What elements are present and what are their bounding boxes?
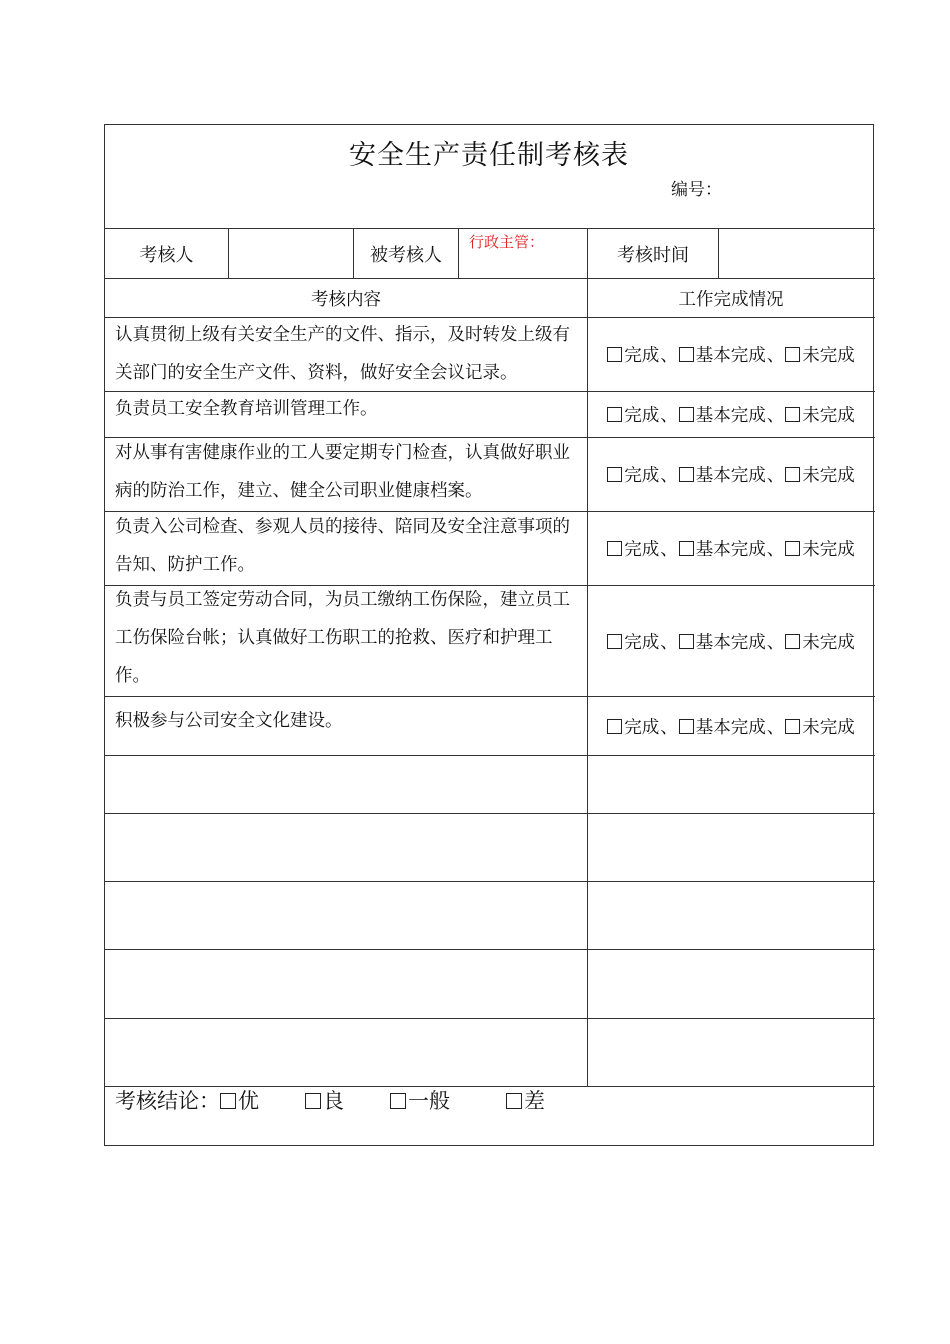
option-label: 基本完成 (695, 466, 766, 486)
assessment-time-label: 考核时间 (617, 244, 689, 266)
checkbox[interactable] (679, 467, 694, 482)
divider (458, 228, 459, 278)
checkbox[interactable] (785, 541, 800, 556)
form-title: 安全生产责任制考核表 (349, 140, 629, 171)
checkbox[interactable] (785, 407, 800, 422)
divider (105, 755, 875, 756)
assessment-time-field[interactable] (719, 229, 874, 278)
completion-options: 完成 、 基本完成 、 未完成 (588, 392, 874, 437)
option-label: 完成 (624, 632, 660, 653)
assessee-label: 被考核人 (370, 244, 442, 266)
serial-number-label: 编号： (671, 180, 722, 200)
checkbox-average[interactable] (390, 1093, 406, 1109)
divider (105, 1018, 875, 1019)
assessment-item-text: 认真贯彻上级有关安全生产的文件、指示，及时转发上级有关部门的安全生产文件、资料，做好安全会议记录。 (115, 325, 570, 383)
option-label: 基本完成 (695, 717, 766, 738)
completion-options: 完成 、 基本完成 、 未完成 (588, 697, 874, 755)
option-label: 完成 (624, 346, 660, 366)
option-label: 未完成 (802, 540, 855, 560)
option-label: 差 (524, 1089, 545, 1113)
checkbox[interactable] (607, 719, 622, 734)
checkbox[interactable] (679, 347, 694, 362)
divider (105, 881, 875, 882)
option-label: 完成 (624, 466, 660, 486)
checkbox-good[interactable] (305, 1093, 321, 1109)
option-label: 完成 (624, 717, 660, 738)
option-label: 一般 (408, 1089, 450, 1113)
option-label: 基本完成 (695, 406, 766, 426)
option-label: 未完成 (802, 466, 855, 486)
option-label: 未完成 (802, 632, 855, 653)
option-label: 基本完成 (695, 346, 766, 366)
checkbox[interactable] (607, 467, 622, 482)
content-column-header: 考核内容 (311, 289, 381, 310)
assessor-field[interactable] (229, 229, 353, 278)
checkbox[interactable] (607, 407, 622, 422)
assessment-item-text: 积极参与公司安全文化建设。 (115, 711, 343, 731)
assessor-label: 考核人 (139, 244, 194, 266)
divider (105, 813, 875, 814)
checkbox[interactable] (785, 719, 800, 734)
checkbox[interactable] (607, 634, 622, 649)
assessment-item-text: 对从事有害健康作业的工人要定期专门检查，认真做好职业病的防治工作，建立、健全公司职业健康档案。 (115, 443, 570, 501)
divider (105, 949, 875, 950)
checkbox[interactable] (785, 467, 800, 482)
checkbox[interactable] (785, 347, 800, 362)
assessment-item-text: 负责员工安全教育培训管理工作。 (115, 399, 378, 419)
option-label: 基本完成 (695, 540, 766, 560)
checkbox[interactable] (679, 719, 694, 734)
option-label: 良 (323, 1089, 344, 1113)
checkbox[interactable] (607, 347, 622, 362)
checkbox[interactable] (785, 634, 800, 649)
option-label: 优 (238, 1089, 259, 1113)
checkbox-poor[interactable] (506, 1093, 522, 1109)
completion-options: 完成 、 基本完成 、 未完成 (588, 586, 874, 696)
assessee-field[interactable]: 行政主管： (469, 233, 545, 251)
option-label: 未完成 (802, 717, 855, 738)
checkbox[interactable] (607, 541, 622, 556)
conclusion-label: 考核结论： (115, 1089, 220, 1113)
option-label: 未完成 (802, 346, 855, 366)
checkbox[interactable] (679, 407, 694, 422)
completion-options: 完成 、 基本完成 、 未完成 (588, 438, 874, 511)
checkbox[interactable] (679, 634, 694, 649)
assessment-conclusion (115, 1085, 545, 1115)
checkbox[interactable] (679, 541, 694, 556)
assessment-item-text: 负责入公司检查、参观人员的接待、陪同及安全注意事项的告知、防护工作。 (115, 517, 570, 575)
assessment-item-text: 负责与员工签定劳动合同，为员工缴纳工伤保险，建立员工工伤保险台帐；认真做好工伤职工的抢救、医疗和护理工作。 (115, 590, 570, 686)
completion-options: 完成 、 基本完成 、 未完成 (588, 512, 874, 585)
option-label: 未完成 (802, 406, 855, 426)
completion-options: 完成 、 基本完成 、 未完成 (588, 318, 874, 391)
assessment-form (104, 124, 874, 1146)
option-label: 基本完成 (695, 632, 766, 653)
checkbox-excellent[interactable] (220, 1093, 236, 1109)
option-label: 完成 (624, 406, 660, 426)
status-column-header: 工作完成情况 (678, 289, 784, 310)
option-label: 完成 (624, 540, 660, 560)
